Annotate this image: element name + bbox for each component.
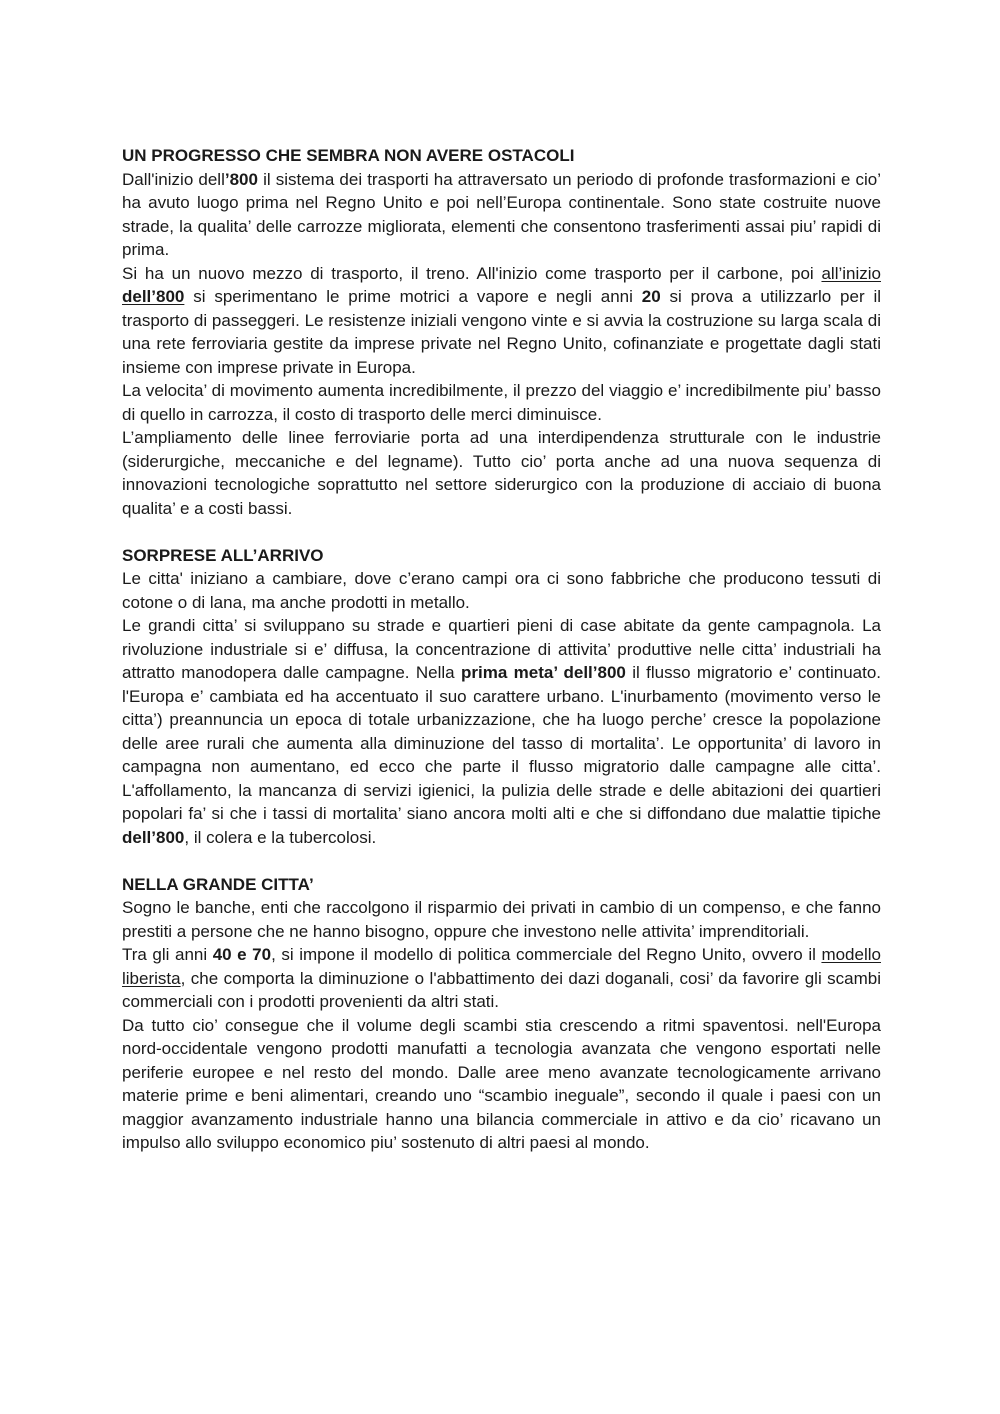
document-page [122,144,881,1155]
text-run: , che comporta la diminuzione o l'abbattimento dei dazi doganali, cosi’ da favorire gli scambi commerciali con i prodotti provenienti da altri stati. [122,968,881,1011]
text-run: , si impone il modello di politica commerciale del Regno Unito, ovvero il [271,945,822,964]
paragraph [122,1014,881,1155]
text-run: Si ha un nuovo mezzo di trasporto, il treno. All'inizio come trasporto per il carbone, poi [122,263,822,283]
paragraph [122,567,881,614]
section-grande-citta [122,873,881,1155]
bold-text: ’800 [224,169,258,189]
paragraph [122,262,881,380]
text-run: si prova a utilizzarlo per il trasporto di passeggeri. Le resistenze iniziali vengono vinte e si avvia la costruzione su larga scala di una rete ferroviaria gestite da imprese private nel Regno Unito, cofinanziate e progettate dagli stati insieme con imprese private in Europa. [122,287,882,377]
bold-text: prima meta’ dell’800 [460,663,626,682]
text-run: Sogno le banche, enti che raccolgono il risparmio dei privati in cambio di un compenso, e che fanno prestiti a persone che ne hanno bisogno, oppure che investono nelle attivita’ imprenditoriali. [122,898,881,941]
bold-text: dell’800 [122,287,185,306]
bold-text: dell’800 [122,827,185,847]
paragraph [122,379,881,426]
underlined-text: modello liberista [122,945,881,988]
paragraph [122,943,881,1014]
text-run: Tra gli anni [122,945,213,964]
bold-text: 20 [641,287,661,306]
section-heading: NELLA GRANDE CITTA’ [122,874,314,894]
section-sorprese [122,544,881,850]
text-run: il sistema dei trasporti ha attraversato un periodo di profonde trasformazioni e cio’ ha avuto luogo prima nel Regno Unito e poi nell’Europa continentale. Sono state costruite nuove strade, la qualita’ delle carrozze migliorata, elementi che consentono trasferimenti assai piu’ rapidi di prima. [122,169,881,259]
section-progresso [122,144,881,520]
bold-text: 40 e 70 [212,945,272,964]
text-run: La velocita’ di movimento aumenta incredibilmente, il prezzo del viaggio e’ incredibilmente piu’ basso di quello in carrozza, il costo di trasporto delle merci diminuisce. [122,381,881,424]
text-run: il flusso migratorio e’ continuato. l'Europa e’ cambiata ed ha accentuato il suo carattere urbano. L'inurbamento (movimento verso le citta’) preannuncia un epoca di totale urbanizzazione, che ha luogo perche’ cresce la popolazione delle aree rurali che aumenta alla diminuzione del tasso di mortalita’. Le opportunita’ di lavoro in campagna non aumentano, ed ecco che parte il flusso migratorio dalle campagne alle citta’. L'affollamento, la mancanza di servizi igienici, la pulizia delle strade e delle abitazioni dei quartieri popolari fa’ si che i tassi di mortalita’ siano ancora molti alti e che si diffondano due malattie tipiche [122,663,882,823]
section-heading: SORPRESE ALL’ARRIVO [122,545,324,565]
paragraph [122,168,881,262]
paragraph [122,614,881,849]
text-run: si sperimentano le prime motrici a vapore e negli anni [184,287,642,306]
text-run: Le citta' iniziano a cambiare, dove c’erano campi ora ci sono fabbriche che producono tessuti di cotone o di lana, ma anche prodotti in metallo. [122,569,881,612]
paragraph [122,896,881,943]
text-run: Dall'inizio dell [122,169,225,189]
underlined-text: all’inizio [821,263,881,283]
text-run: Da tutto cio’ consegue che il volume degli scambi stia crescendo a ritmi spaventosi. nell'Europa nord-occidentale vengono prodotti manufatti a tecnologia avanzata che vengono esportati nelle periferie europee e nel resto del mondo. Dalle aree meno avanzate tecnologicamente arrivano materie prime e beni alimentari, creando uno “scambio ineguale”, secondo il quale i paesi con un maggior avanzamento industriale hanno una bilancia commerciale in attivo e da cio’ ricavano un impulso allo sviluppo economico piu’ sostenuto di altri paesi al mondo. [122,1015,881,1152]
text-run: Le grandi citta’ si sviluppano su strade e quartieri pieni di case abitate da gente campagnola. La rivoluzione industriale si e’ diffusa, la concentrazione di attivita’ produttive nelle citta’ industriali ha attratto manodopera dalle campagne. Nella [122,616,881,682]
text-run: L’ampliamento delle linee ferroviarie porta ad una interdipendenza strutturale con le industrie (siderurgiche, meccaniche e del legname). Tutto cio’ porta anche ad una nuova sequenza di innovazioni tecnologiche soprattutto nel settore siderurgico con la produzione di acciaio di buona qualita’ e a costi bassi. [122,428,881,518]
text-run: , il colera e la tubercolosi. [184,827,377,847]
section-heading: UN PROGRESSO CHE SEMBRA NON AVERE OSTACOLI [122,146,575,165]
paragraph [122,426,881,520]
